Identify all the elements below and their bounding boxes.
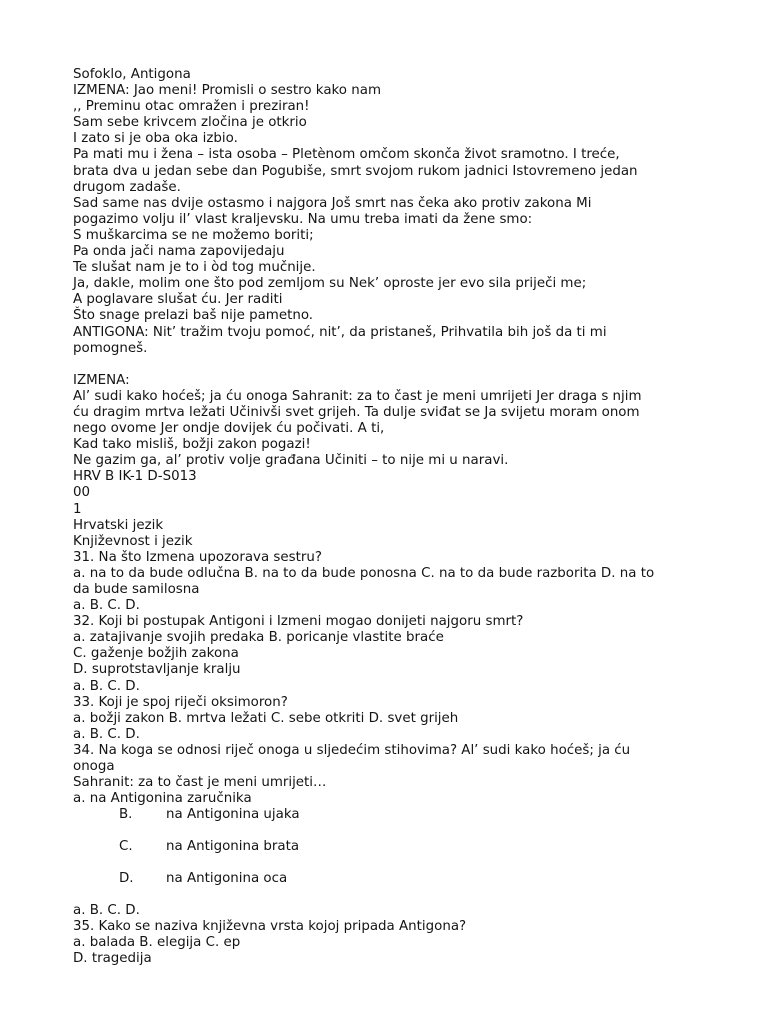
text-line: da bude samilosna (73, 582, 200, 597)
text-line: ,, Preminu otac omražen i preziran! (73, 99, 310, 115)
text-line: Što snage prelazi baš nije pametno. (73, 308, 314, 324)
text-line: a. na to da bude odlučna B. na to da bude ponosna C. na to da bude razborita D. na to (73, 565, 655, 581)
text-line: D. tragedija (73, 950, 152, 966)
blank-line (73, 357, 703, 373)
text-line: Hrvatski jezik (73, 517, 164, 533)
text-line: 1 (73, 501, 82, 517)
text-line: Ja, dakle, molim one što pod zemljom su Nek’ oproste jer evo sila priječi me; (73, 276, 587, 292)
text-line: Sofoklo, Antigona (73, 67, 191, 82)
answer-option (73, 871, 703, 887)
text-line: brata dva u jedan sebe dan Pogubiše, smrt svojom rukom jadnici Istovremeno jedan (73, 163, 638, 179)
option-spacer (73, 823, 703, 839)
option-letter: D. (119, 870, 134, 886)
text-line: ću dragim mrtva ležati Učinivši svet grijeh. Ta dulje sviđat se Ja svijetu moram onom (73, 404, 640, 420)
text-line: onoga (73, 759, 115, 775)
text-line: IZMENA: (73, 372, 130, 388)
text-line: a. zatajivanje svojih predaka B. poricanje vlastite braće (73, 630, 444, 646)
option-letter: B. (119, 807, 133, 823)
option-letter: C. (119, 838, 133, 854)
blank-line (73, 887, 703, 903)
text-line: drugom zadaše. (73, 179, 181, 195)
text-line: pomogneš. (73, 340, 148, 356)
text-line: HRV B IK-1 D-S013 (73, 469, 197, 485)
text-line: a. B. C. D. (73, 902, 140, 918)
text-line: pogazimo volju il’ vlast kraljevsku. Na umu treba imati da žene smo: (73, 211, 533, 227)
text-line: 32. Koji bi postupak Antigoni i Izmeni mogao donijeti najgoru smrt? (73, 614, 524, 630)
text-line: 34. Na koga se odnosi riječ onoga u sljedećim stihovima? Al’ sudi kako hoćeš; ja ću (73, 742, 631, 758)
text-block-3 (73, 903, 703, 967)
text-line: I zato si je oba oka izbio. (73, 131, 238, 147)
text-line: 31. Na što Izmena upozorava sestru? (73, 549, 322, 565)
text-line: a. B. C. D. (73, 678, 140, 694)
text-block-1 (73, 67, 703, 357)
text-line: Sam sebe krivcem zločina je otkrio (73, 115, 307, 131)
text-line: Pa mati mu i žena – ista osoba – Pletènom omčom skonča život sramotno. I treće, (73, 147, 620, 163)
text-line: nego ovome Jer ondje dovijek ću počivati. A ti, (73, 421, 385, 437)
text-line: 35. Kako se naziva književna vrsta kojoj pripada Antigona? (73, 918, 467, 934)
text-line: a. B. C. D. (73, 598, 140, 614)
text-line: Kad tako misliš, božji zakon pogazi! (73, 437, 311, 453)
text-line: C. gaženje božjih zakona (73, 646, 239, 662)
answer-option (73, 807, 703, 823)
text-line: a. božji zakon B. mrtva ležati C. sebe otkriti D. svet grijeh (73, 710, 459, 726)
text-line: Te slušat nam je to i òd tog mučnije. (73, 260, 316, 276)
text-block-2 (73, 373, 703, 808)
text-line: a. balada B. elegija C. ep (73, 934, 241, 950)
text-line: A poglavare slušat ću. Jer raditi (73, 292, 283, 308)
text-line: 00 (73, 485, 91, 501)
text-line: Sad same nas dvije ostasmo i najgora Još smrt nas čeka ako protiv zakona Mi (73, 195, 592, 211)
text-line: ANTIGONA: Nit’ tražim tvoju pomoć, nit’, da pristaneš, Prihvatila bih još da ti mi (73, 324, 607, 340)
text-line: Pa onda jači nama zapovijedaju (73, 244, 285, 260)
text-line: a. na Antigonina zaručnika (73, 791, 252, 807)
question-34-options (73, 807, 703, 886)
document-page (73, 67, 703, 967)
option-text: na Antigonina oca (166, 870, 288, 886)
text-line: Književnost i jezik (73, 533, 193, 549)
text-line: Ne gazim ga, al’ protiv volje građana Učiniti – to nije mi u naravi. (73, 453, 509, 469)
option-text: na Antigonina ujaka (166, 807, 300, 823)
text-line: a. B. C. D. (73, 726, 140, 742)
text-line: D. suprotstavljanje kralju (73, 662, 241, 678)
text-line: S muškarcima se ne možemo boriti; (73, 227, 314, 243)
text-line: IZMENA: Jao meni! Promisli o sestro kako nam (73, 83, 381, 99)
text-line: 33. Koji je spoj riječi oksimoron? (73, 694, 288, 710)
text-line: Al’ sudi kako hoćeš; ja ću onoga Sahranit: za to čast je meni umrijeti Jer draga s njim (73, 388, 642, 404)
option-spacer (73, 855, 703, 871)
option-text: na Antigonina brata (166, 838, 300, 854)
answer-option (73, 839, 703, 855)
text-line: Sahranit: za to čast je meni umrijeti… (73, 775, 327, 791)
